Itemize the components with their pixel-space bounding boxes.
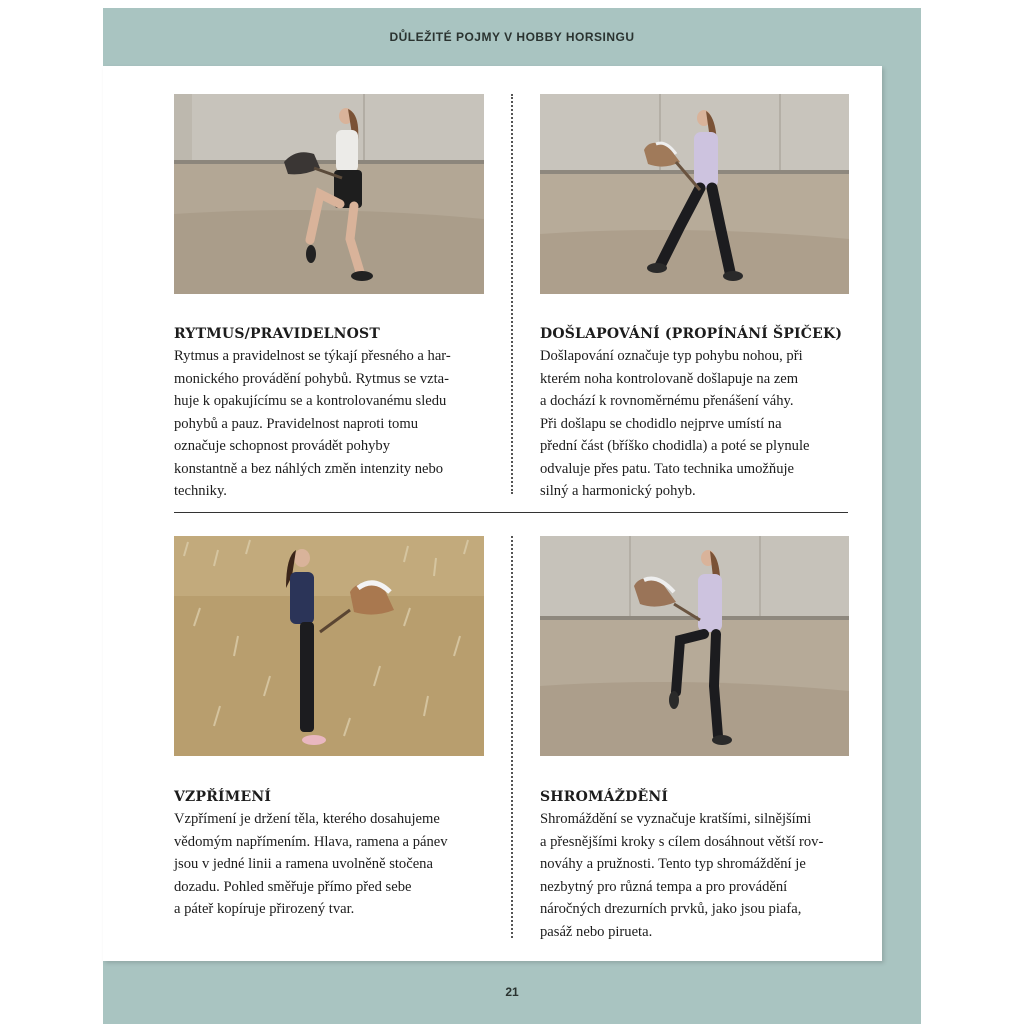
body-line: Shromáždění se vyznačuje kratšími, silnějšími <box>540 811 812 827</box>
body-line: náročných drezurních prvků, jako jsou piafa, <box>540 901 802 917</box>
body-line: huje k opakujícímu se a kontrolovanému sledu <box>174 393 447 409</box>
section-title: SHROMÁŽDĚNÍ <box>540 789 669 805</box>
body-line: pohybů a pauz. Pravidelnost naproti tomu <box>174 415 418 432</box>
page-number: 21 <box>505 985 519 999</box>
section-body <box>174 808 448 921</box>
body-line: dozadu. Pohled směřuje přímo před sebe <box>174 878 412 895</box>
body-line: konstantně a bez náhlých změn intenzity nebo <box>174 460 444 477</box>
photo-collection <box>540 536 849 756</box>
section-body <box>174 345 451 503</box>
body-line: techniky. <box>174 483 227 499</box>
section-title: DOŠLAPOVÁNÍ (PROPÍNÁNÍ ŠPIČEK) <box>540 326 843 342</box>
photo-toe-walking <box>540 94 849 294</box>
body-line: kterém noha kontrolovaně došlapuje na zem <box>540 370 799 387</box>
body-line: a dochází k rovnoměrnému přenášení váhy. <box>540 393 794 409</box>
body-line: nováhy a pružnosti. Tento typ shromáždění je <box>540 856 806 872</box>
body-line: a přesnějšími kroky s cílem dosáhnout větší rov- <box>540 833 824 850</box>
body-line: pasáž nebo pirueta. <box>540 923 653 940</box>
body-line: Při došlapu se chodidlo nejprve umístí na <box>540 415 782 432</box>
section-upright <box>174 789 448 921</box>
photo-upright <box>174 536 484 756</box>
body-line: vědomým napřímením. Hlava, ramena a pánev <box>174 833 448 850</box>
body-line: Došlapování označuje typ pohybu nohou, při <box>540 348 803 364</box>
body-line: označuje schopnost provádět pohyby <box>174 438 391 454</box>
body-line: a páteř kopíruje přirozený tvar. <box>174 901 355 917</box>
body-line: jsou v jedné linii a ramena uvolněně stočena <box>174 856 433 872</box>
body-line: Vzpřímení je držení těla, kterého dosahujeme <box>174 811 440 827</box>
section-body <box>540 808 823 943</box>
section-collection <box>540 789 823 943</box>
body-line: silný a harmonický pohyb. <box>540 483 696 499</box>
body-line: Rytmus a pravidelnost se týkají přesného a har- <box>174 348 451 364</box>
body-line: nezbytný pro různá tempa a pro provádění <box>540 878 788 895</box>
section-toe-walking <box>540 326 842 503</box>
section-rhythm <box>174 326 451 503</box>
body-line: monického provádění pohybů. Rytmus se vzta- <box>174 370 450 387</box>
column-divider-bottom <box>511 536 513 938</box>
section-body <box>540 345 842 503</box>
section-title: RYTMUS/PRAVIDELNOST <box>174 326 380 342</box>
body-line: odvaluje přes patu. Tato technika umožňuje <box>540 460 795 477</box>
column-divider-top <box>511 94 513 494</box>
body-line: přední část (bříško chodidla) a poté se plynule <box>540 438 810 454</box>
photo-rhythm <box>174 94 484 294</box>
row-divider <box>174 512 848 513</box>
section-title: VZPŘÍMENÍ <box>174 789 272 805</box>
running-header: DŮLEŽITÉ POJMY V HOBBY HORSINGU <box>389 30 635 44</box>
